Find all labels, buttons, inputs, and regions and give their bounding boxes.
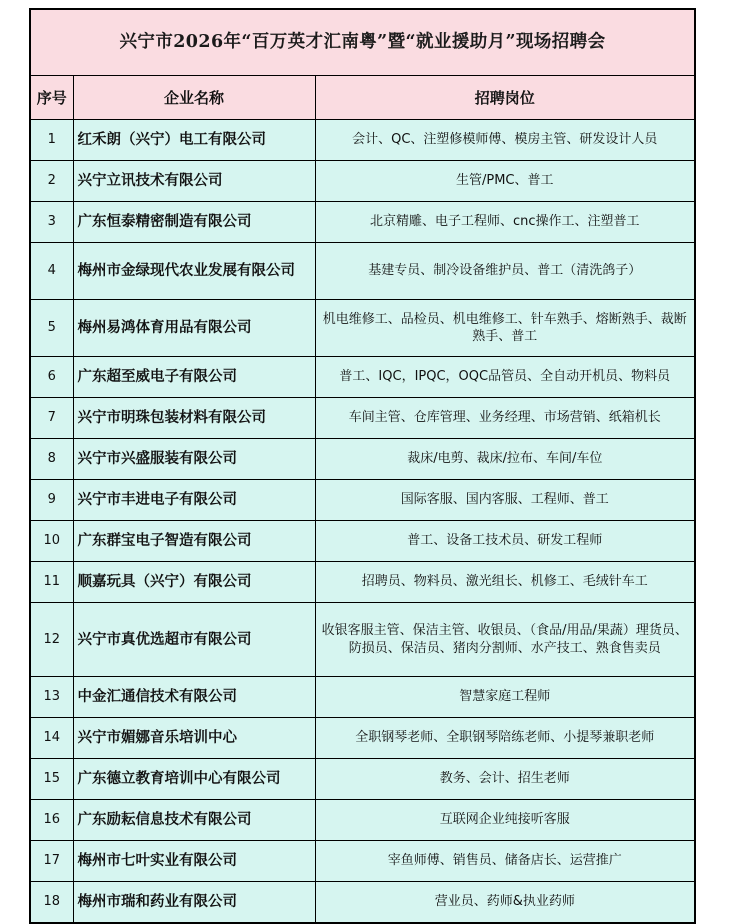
cell-positions: 会计、QC、注塑修模师傅、模房主管、研发设计人员 xyxy=(315,120,695,161)
column-header-index xyxy=(30,76,73,120)
cell-index: 11 xyxy=(30,562,73,603)
cell-company-name: 兴宁市真优选超市有限公司 xyxy=(73,603,315,677)
cell-positions: 教务、会计、招生老师 xyxy=(315,759,695,800)
cell-index: 14 xyxy=(30,718,73,759)
cell-index: 2 xyxy=(30,161,73,202)
cell-index: 18 xyxy=(30,882,73,924)
table-row xyxy=(30,677,695,718)
column-header-index-label: 序号 xyxy=(36,88,67,107)
cell-index: 3 xyxy=(30,202,73,243)
cell-positions: 普工、设备工技术员、研发工程师 xyxy=(315,521,695,562)
recruitment-table xyxy=(29,8,696,924)
cell-positions: 北京精雕、电子工程师、cnc操作工、注塑普工 xyxy=(315,202,695,243)
cell-index: 9 xyxy=(30,480,73,521)
cell-company-name: 广东德立教育培训中心有限公司 xyxy=(73,759,315,800)
cell-positions: 机电维修工、品检员、机电维修工、针车熟手、熔断熟手、裁断熟手、普工 xyxy=(315,300,695,357)
cell-company-name: 梅州市瑞和药业有限公司 xyxy=(73,882,315,924)
cell-positions: 智慧家庭工程师 xyxy=(315,677,695,718)
cell-positions: 招聘员、物料员、激光组长、机修工、毛绒针车工 xyxy=(315,562,695,603)
cell-company-name: 兴宁市媚娜音乐培训中心 xyxy=(73,718,315,759)
table-row xyxy=(30,357,695,398)
cell-company-name: 中金汇通信技术有限公司 xyxy=(73,677,315,718)
column-header-company xyxy=(73,76,315,120)
table-row xyxy=(30,800,695,841)
cell-company-name: 红禾朗（兴宁）电工有限公司 xyxy=(73,120,315,161)
cell-index: 4 xyxy=(30,243,73,300)
table-row xyxy=(30,398,695,439)
table-row xyxy=(30,120,695,161)
cell-positions: 营业员、药师&执业药师 xyxy=(315,882,695,924)
cell-company-name: 梅州市七叶实业有限公司 xyxy=(73,841,315,882)
recruitment-table-sheet xyxy=(29,8,694,924)
cell-positions: 国际客服、国内客服、工程师、普工 xyxy=(315,480,695,521)
cell-positions: 互联网企业纯接听客服 xyxy=(315,800,695,841)
cell-positions: 车间主管、仓库管理、业务经理、市场营销、纸箱机长 xyxy=(315,398,695,439)
cell-positions: 宰鱼师傅、销售员、储备店长、运营推广 xyxy=(315,841,695,882)
cell-index: 1 xyxy=(30,120,73,161)
column-header-company-label: 企业名称 xyxy=(163,88,224,107)
cell-index: 13 xyxy=(30,677,73,718)
table-row xyxy=(30,521,695,562)
cell-positions: 收银客服主管、保洁主管、收银员、（食品/用品/果蔬）理货员、防损员、保洁员、猪肉分割师、水产技工、熟食售卖员 xyxy=(315,603,695,677)
table-title-row xyxy=(30,9,695,76)
cell-positions: 裁床/电剪、裁床/拉布、车间/车位 xyxy=(315,439,695,480)
cell-positions: 全职钢琴老师、全职钢琴陪练老师、小提琴兼职老师 xyxy=(315,718,695,759)
cell-company-name: 兴宁立讯技术有限公司 xyxy=(73,161,315,202)
cell-index: 8 xyxy=(30,439,73,480)
cell-company-name: 广东恒泰精密制造有限公司 xyxy=(73,202,315,243)
cell-index: 17 xyxy=(30,841,73,882)
table-body xyxy=(30,9,695,923)
cell-company-name: 兴宁市丰进电子有限公司 xyxy=(73,480,315,521)
cell-index: 16 xyxy=(30,800,73,841)
cell-index: 15 xyxy=(30,759,73,800)
column-header-positions-label: 招聘岗位 xyxy=(474,88,535,107)
table-row xyxy=(30,882,695,924)
cell-index: 10 xyxy=(30,521,73,562)
cell-company-name: 梅州易鸿体育用品有限公司 xyxy=(73,300,315,357)
table-row xyxy=(30,202,695,243)
table-row xyxy=(30,759,695,800)
cell-index: 6 xyxy=(30,357,73,398)
table-title-cell xyxy=(30,9,695,76)
cell-company-name: 广东超至威电子有限公司 xyxy=(73,357,315,398)
table-row xyxy=(30,603,695,677)
table-row xyxy=(30,718,695,759)
cell-company-name: 兴宁市兴盛服装有限公司 xyxy=(73,439,315,480)
column-header-positions xyxy=(315,76,695,120)
cell-company-name: 广东励耘信息技术有限公司 xyxy=(73,800,315,841)
table-row xyxy=(30,243,695,300)
cell-index: 7 xyxy=(30,398,73,439)
table-row xyxy=(30,841,695,882)
table-row xyxy=(30,161,695,202)
cell-positions: 生管/PMC、普工 xyxy=(315,161,695,202)
table-row xyxy=(30,562,695,603)
table-row xyxy=(30,480,695,521)
cell-index: 5 xyxy=(30,300,73,357)
cell-positions: 基建专员、制冷设备维护员、普工（清洗鸽子） xyxy=(315,243,695,300)
cell-company-name: 广东群宝电子智造有限公司 xyxy=(73,521,315,562)
cell-company-name: 兴宁市明珠包装材料有限公司 xyxy=(73,398,315,439)
cell-company-name: 梅州市金绿现代农业发展有限公司 xyxy=(73,243,315,300)
cell-index: 12 xyxy=(30,603,73,677)
table-row xyxy=(30,439,695,480)
table-row xyxy=(30,300,695,357)
cell-company-name: 顺嘉玩具（兴宁）有限公司 xyxy=(73,562,315,603)
cell-positions: 普工、IQC，IPQC，OQC品管员、全自动开机员、物料员 xyxy=(315,357,695,398)
page-title: 兴宁市2026年“百万英才汇南粤”暨“就业援助月”现场招聘会 xyxy=(119,31,606,52)
table-header-row xyxy=(30,76,695,120)
